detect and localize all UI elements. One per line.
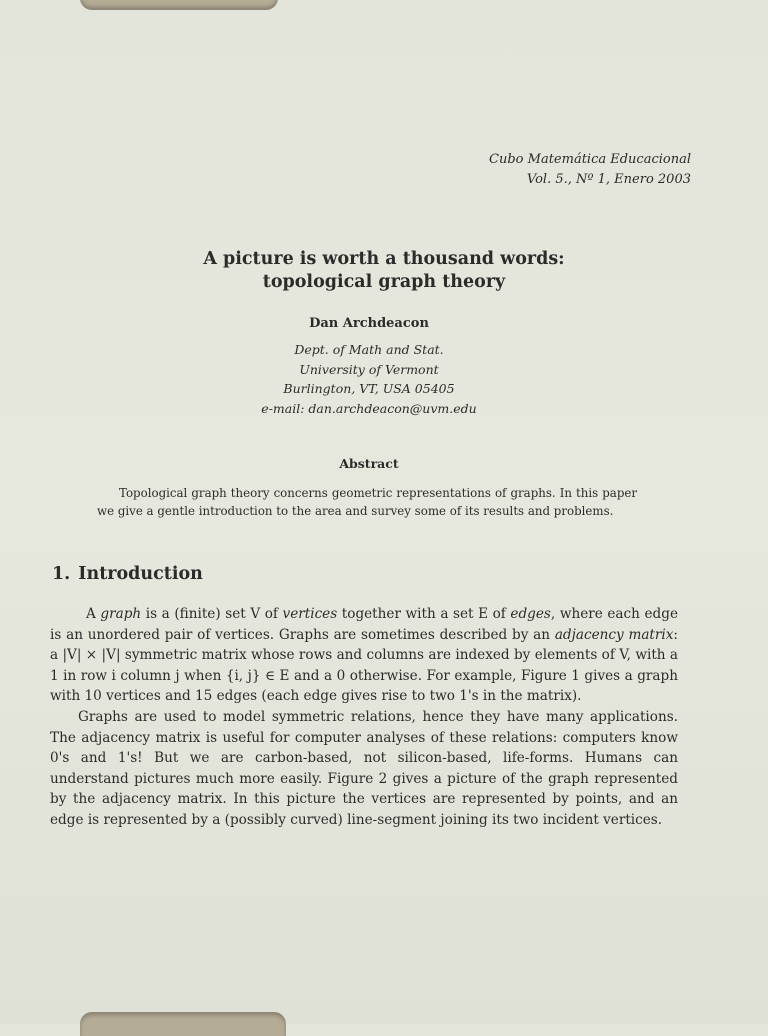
section-number: 1. bbox=[52, 564, 71, 584]
paragraph-1 bbox=[50, 604, 678, 707]
section-title: Introduction bbox=[78, 564, 203, 584]
abstract-heading: Abstract bbox=[339, 456, 399, 471]
author-email: e-mail: dan.archdeacon@uvm.edu bbox=[261, 400, 477, 416]
title-line-1: A picture is worth a thousand words: bbox=[203, 249, 565, 269]
term-adjacency-matrix: adjacency matrix bbox=[554, 626, 674, 643]
author-affiliation bbox=[0, 340, 738, 418]
body-text bbox=[50, 604, 678, 831]
paragraph-2: Graphs are used to model symmetric relations, hence they have many applications. The adjacency matrix is useful for computer analyses of these relations: computers know 0's and 1's! But we are carbon-based, not silicon-based, life-forms. Humans can understand pictures much more easily. Figure 2 gives a picture of the graph represented by the adjacency matrix. In this picture the vertices are represented by points, and an edge is represented by a (possibly curved) line-segment joining its two incident vertices. bbox=[50, 708, 678, 828]
section-heading bbox=[52, 564, 203, 584]
title-line-2: topological graph theory bbox=[262, 272, 506, 292]
journal-name: Cubo Matemática Educacional bbox=[489, 152, 691, 167]
p1-text-a: A bbox=[86, 606, 101, 622]
term-graph: graph bbox=[100, 606, 142, 622]
author-university: University of Vermont bbox=[299, 361, 439, 377]
p1-text-e: together with a set E of bbox=[337, 606, 511, 622]
p1-text-i: : a |V| × |V| symmetric matrix whose rows and columns are indexed by elements of V, with a 1 in row i column j when {i, j} ∈ E and a 0 otherwise. For example, Figure 1 gives a graph with 10 vertices and 15 edges (each edge gives rise to two 1's in the matrix). bbox=[50, 626, 679, 705]
paper-title bbox=[0, 248, 768, 294]
term-vertices: vertices bbox=[282, 606, 338, 622]
term-edges: edges bbox=[510, 606, 551, 622]
author-dept: Dept. of Math and Stat. bbox=[294, 342, 444, 357]
author-name: Dan Archdeacon bbox=[309, 316, 429, 331]
journal-volume: Vol. 5., Nº 1, Enero 2003 bbox=[526, 172, 691, 187]
journal-header bbox=[489, 150, 691, 190]
author-city: Burlington, VT, USA 05405 bbox=[283, 381, 455, 396]
binder-clip-top bbox=[80, 0, 278, 10]
p1-text-g: , where each edge is an unordered pair of vertices. Graphs are sometimes described by an bbox=[50, 606, 678, 643]
p1-text-c: is a (finite) set V of bbox=[141, 606, 283, 622]
binder-clip-bottom bbox=[80, 1012, 286, 1036]
abstract-text: Topological graph theory concerns geometric representations of graphs. In this paper we give a gentle introduction to the area and survey some of its results and problems. bbox=[97, 486, 637, 518]
